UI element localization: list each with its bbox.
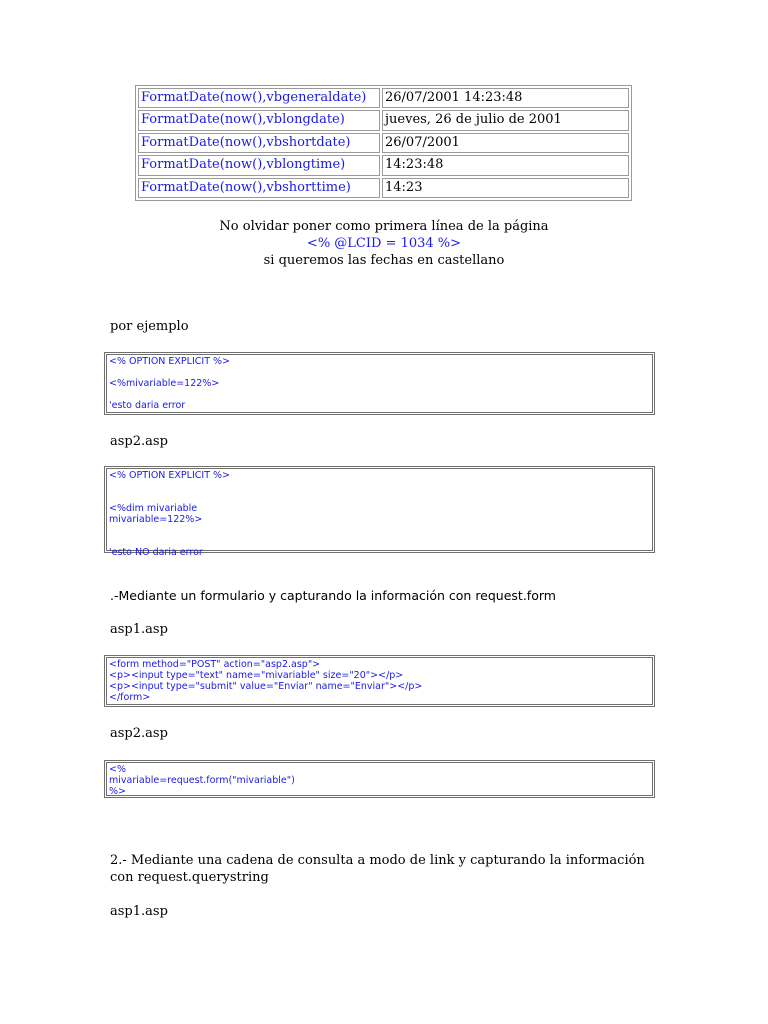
code-text: <% OPTION EXPLICIT %> <%mivariable=122%> 'esto daria error [106, 354, 653, 413]
format-code-cell: FormatDate(now(),vblongtime) [138, 155, 380, 175]
code-block-form [104, 655, 655, 707]
format-value-cell: 26/07/2001 [382, 133, 629, 153]
format-value-cell: 14:23:48 [382, 155, 629, 175]
lcid-note-line3: si queremos las fechas en castellano [263, 253, 505, 268]
format-date-table [135, 85, 632, 201]
por-ejemplo-label: por ejemplo [110, 319, 189, 334]
format-code-cell: FormatDate(now(),vbshorttime) [138, 178, 380, 198]
asp1-label: asp1.asp [110, 904, 168, 919]
format-code-cell: FormatDate(now(),vblongdate) [138, 110, 380, 130]
table-row [137, 154, 630, 176]
code-text: <form method="POST" action="asp2.asp"> <p><input type="text" name="mivariable" size="20"></p> <p><input type="submit" value="Enviar" name="Enviar"></p> </form> [106, 657, 653, 705]
asp1-label: asp1.asp [110, 622, 168, 637]
code-block-option-explicit-error [104, 352, 655, 415]
asp2-label: asp2.asp [110, 434, 168, 449]
lcid-note-line1: No olvidar poner como primera línea de la página [219, 219, 549, 234]
lcid-note [0, 218, 768, 269]
format-value-cell: 26/07/2001 14:23:48 [382, 88, 629, 108]
mediante-formulario-heading: .-Mediante un formulario y capturando la información con request.form [110, 588, 556, 603]
asp2-label: asp2.asp [110, 726, 168, 741]
format-code-cell: FormatDate(now(),vbgeneraldate) [138, 88, 380, 108]
code-text: <% OPTION EXPLICIT %> <%dim mivariable mivariable=122%> 'esto NO daria error [106, 468, 653, 551]
format-value-cell: jueves, 26 de julio de 2001 [382, 110, 629, 130]
code-block-request-form [104, 760, 655, 798]
lcid-directive: <% @LCID = 1034 %> [306, 236, 462, 251]
format-code-cell: FormatDate(now(),vbshortdate) [138, 133, 380, 153]
table-row [137, 109, 630, 131]
format-value-cell: 14:23 [382, 178, 629, 198]
table-row [137, 132, 630, 154]
code-text: <% mivariable=request.form("mivariable") %> [106, 762, 653, 796]
code-block-option-explicit-dim [104, 466, 655, 558]
table-row [137, 87, 630, 109]
mediante-querystring-heading: 2.- Mediante una cadena de consulta a modo de link y capturando la información con request.querystring [110, 853, 645, 885]
table-row [137, 177, 630, 199]
